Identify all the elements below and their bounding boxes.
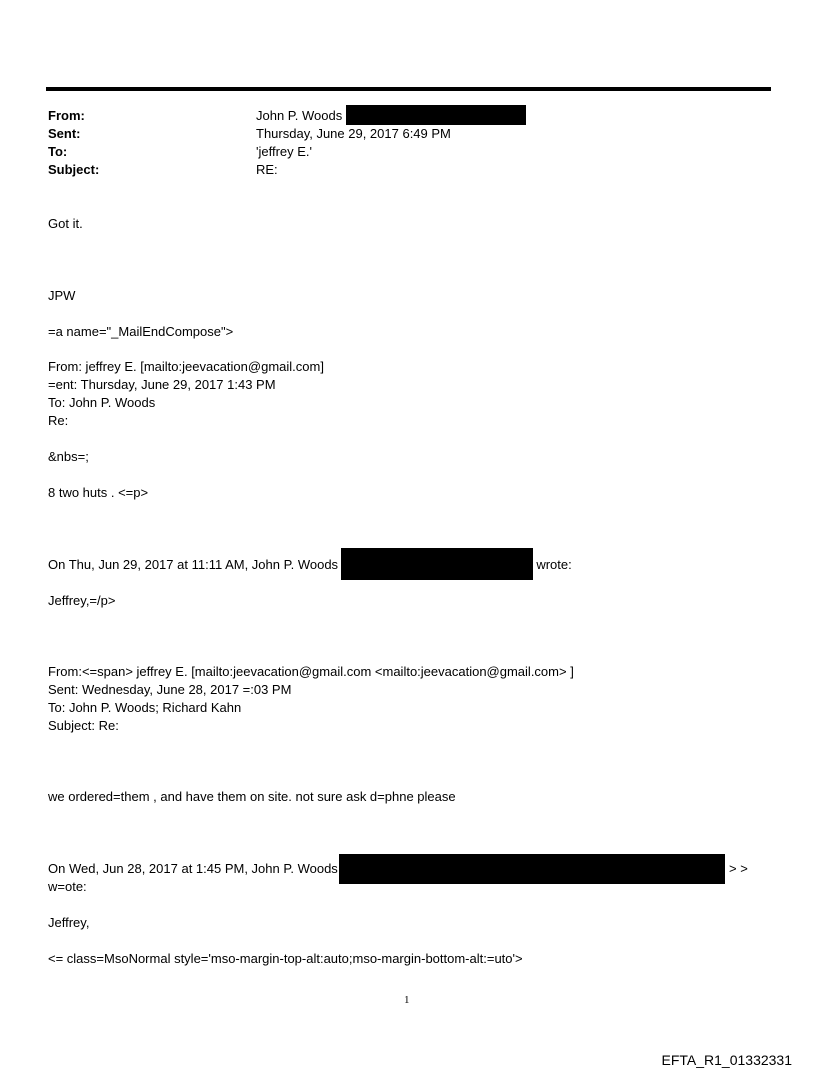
body-line: Re: [48, 413, 69, 428]
body-line: From:<=span> jeffrey E. [mailto:jeevacation@gmail.com <mailto:jeevacation@gmail.com> ] [48, 664, 574, 679]
quote-attribution-end: > > [729, 861, 748, 876]
to-label: To: [48, 144, 68, 159]
subject-value: RE: [256, 162, 278, 177]
page-number: 1 [404, 994, 410, 1006]
body-line: =ent: Thursday, June 29, 2017 1:43 PM [48, 377, 276, 392]
redaction-box [341, 548, 533, 580]
body-line: we ordered=them , and have them on site. not sure ask d=phne please [48, 789, 456, 804]
subject-label: Subject: [48, 162, 100, 177]
body-line: Got it. [48, 216, 83, 231]
header-rule [46, 87, 771, 91]
body-line: Jeffrey,=/p> [48, 593, 116, 608]
quoted-header-line [48, 556, 572, 580]
redaction-box [346, 105, 526, 125]
redaction-box [339, 854, 725, 884]
quoted-header-line [48, 860, 748, 884]
body-line: Jeffrey, [48, 915, 90, 930]
quote-attribution-end: wrote: [536, 557, 572, 572]
body-line: JPW [48, 288, 76, 303]
body-line: To: John P. Woods [48, 395, 156, 410]
from-name: John P. Woods [256, 108, 343, 123]
body-line: Sent: Wednesday, June 28, 2017 =:03 PM [48, 682, 292, 697]
sent-value: Thursday, June 29, 2017 6:49 PM [256, 126, 451, 141]
body-line: Subject: Re: [48, 718, 119, 733]
to-value: 'jeffrey E.' [256, 144, 313, 159]
body-line: =a name="_MailEndCompose"> [48, 324, 234, 339]
quote-attribution: On Thu, Jun 29, 2017 at 11:11 AM, John P. Woods [48, 557, 339, 572]
from-value [256, 107, 526, 125]
from-label: From: [48, 108, 85, 123]
body-line: From: jeffrey E. [mailto:jeevacation@gmail.com] [48, 359, 324, 374]
body-line: To: John P. Woods; Richard Kahn [48, 700, 242, 715]
quote-attribution: On Wed, Jun 28, 2017 at 1:45 PM, John P. Woods [48, 861, 338, 876]
body-line: w=ote: [48, 879, 87, 894]
body-line: 8 two huts . <=p> [48, 485, 149, 500]
sent-label: Sent: [48, 126, 81, 141]
footer-document-id: EFTA_R1_01332331 [661, 1052, 792, 1068]
body-line: <= class=MsoNormal style='mso-margin-top-alt:auto;mso-margin-bottom-alt:=uto'> [48, 951, 523, 966]
body-line: &nbs=; [48, 449, 89, 464]
